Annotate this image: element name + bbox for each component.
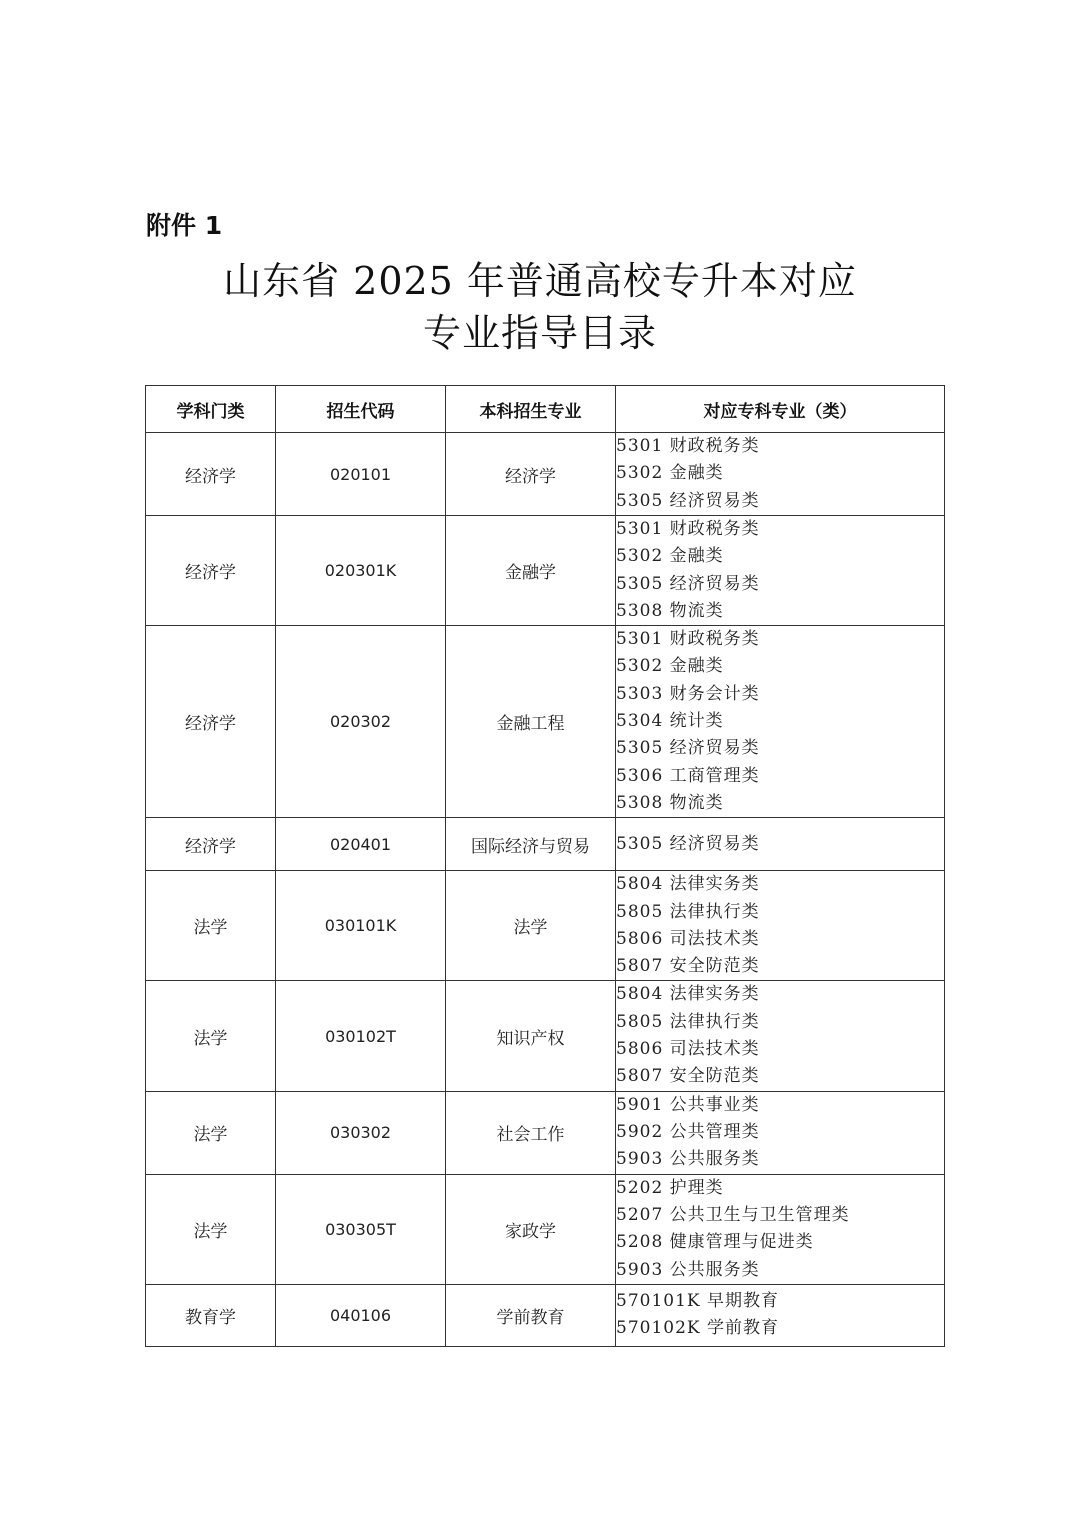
college-major-item: 5805 法律执行类 (616, 901, 760, 922)
college-major-item: 5806 司法技术类 (616, 1039, 760, 1060)
college-major-item: 5302 金融类 (616, 656, 724, 677)
table-row (146, 871, 945, 981)
college-major-item: 5208 健康管理与促进类 (616, 1232, 814, 1253)
college-major-item: 5301 财政税务类 (616, 436, 760, 457)
attachment-label: 附件 1 (146, 211, 223, 240)
row-category: 经济学 (146, 818, 276, 871)
college-major-item: 5305 经济贸易类 (616, 833, 760, 854)
table-row (146, 1091, 945, 1174)
table-row (146, 626, 945, 818)
college-major-item: 5805 法律执行类 (616, 1011, 760, 1032)
header-college-majors: 对应专科专业（类） (616, 386, 945, 433)
row-category: 经济学 (146, 433, 276, 516)
college-major-item: 5302 金融类 (616, 463, 724, 484)
major-catalog-table (145, 385, 945, 1347)
row-college-majors (616, 871, 945, 981)
table-row (146, 516, 945, 626)
header-undergrad-major: 本科招生专业 (446, 386, 616, 433)
row-code: 030101K (276, 871, 446, 981)
header-category: 学科门类 (146, 386, 276, 433)
row-category: 法学 (146, 1091, 276, 1174)
row-code: 030302 (276, 1091, 446, 1174)
college-major-item: 5903 公共服务类 (616, 1259, 760, 1280)
row-college-majors (616, 626, 945, 818)
row-college-majors (616, 1174, 945, 1284)
row-undergrad-major: 知识产权 (446, 981, 616, 1091)
row-category: 法学 (146, 871, 276, 981)
college-major-item: 5806 司法技术类 (616, 928, 760, 949)
row-college-majors (616, 1284, 945, 1346)
college-major-item: 5301 财政税务类 (616, 629, 760, 650)
college-major-item: 5804 法律实务类 (616, 874, 760, 895)
college-major-item: 5207 公共卫生与卫生管理类 (616, 1204, 850, 1225)
row-code: 020101 (276, 433, 446, 516)
table-row (146, 433, 945, 516)
table-row (146, 818, 945, 871)
page-title-line-2: 专业指导目录 (422, 311, 657, 355)
college-major-item: 5306 工商管理类 (616, 765, 760, 786)
college-major-item: 570101K 早期教育 (616, 1291, 779, 1312)
table-row (146, 1284, 945, 1346)
row-code: 040106 (276, 1284, 446, 1346)
row-undergrad-major: 国际经济与贸易 (446, 818, 616, 871)
college-major-item: 5302 金融类 (616, 546, 724, 567)
college-major-item: 5305 经济贸易类 (616, 490, 760, 511)
college-major-item: 5901 公共事业类 (616, 1094, 760, 1115)
college-major-item: 5902 公共管理类 (616, 1121, 760, 1142)
row-undergrad-major: 社会工作 (446, 1091, 616, 1174)
table-row (146, 1174, 945, 1284)
table-header-row (146, 386, 945, 433)
college-major-item: 5308 物流类 (616, 792, 724, 813)
college-major-item: 5804 法律实务类 (616, 984, 760, 1005)
row-category: 经济学 (146, 516, 276, 626)
row-college-majors (616, 516, 945, 626)
page-title-line-1: 山东省 2025 年普通高校专升本对应 (223, 259, 857, 303)
row-category: 法学 (146, 1174, 276, 1284)
row-college-majors (616, 1091, 945, 1174)
row-undergrad-major: 金融工程 (446, 626, 616, 818)
row-undergrad-major: 家政学 (446, 1174, 616, 1284)
row-undergrad-major: 学前教育 (446, 1284, 616, 1346)
row-college-majors (616, 818, 945, 871)
row-category: 经济学 (146, 626, 276, 818)
row-category: 教育学 (146, 1284, 276, 1346)
row-undergrad-major: 经济学 (446, 433, 616, 516)
college-major-item: 5308 物流类 (616, 600, 724, 621)
college-major-item: 5202 护理类 (616, 1177, 724, 1198)
row-code: 020401 (276, 818, 446, 871)
row-college-majors (616, 433, 945, 516)
table-row (146, 981, 945, 1091)
row-code: 030102T (276, 981, 446, 1091)
college-major-item: 5903 公共服务类 (616, 1149, 760, 1170)
row-undergrad-major: 金融学 (446, 516, 616, 626)
college-major-item: 5305 经济贸易类 (616, 738, 760, 759)
college-major-item: 5305 经济贸易类 (616, 573, 760, 594)
college-major-item: 570102K 学前教育 (616, 1318, 779, 1339)
college-major-item: 5807 安全防范类 (616, 1066, 760, 1087)
row-undergrad-major: 法学 (446, 871, 616, 981)
row-category: 法学 (146, 981, 276, 1091)
header-code: 招生代码 (276, 386, 446, 433)
college-major-item: 5807 安全防范类 (616, 956, 760, 977)
row-code: 030305T (276, 1174, 446, 1284)
row-college-majors (616, 981, 945, 1091)
college-major-item: 5304 统计类 (616, 711, 724, 732)
row-code: 020301K (276, 516, 446, 626)
college-major-item: 5303 财务会计类 (616, 683, 760, 704)
row-code: 020302 (276, 626, 446, 818)
college-major-item: 5301 财政税务类 (616, 519, 760, 539)
